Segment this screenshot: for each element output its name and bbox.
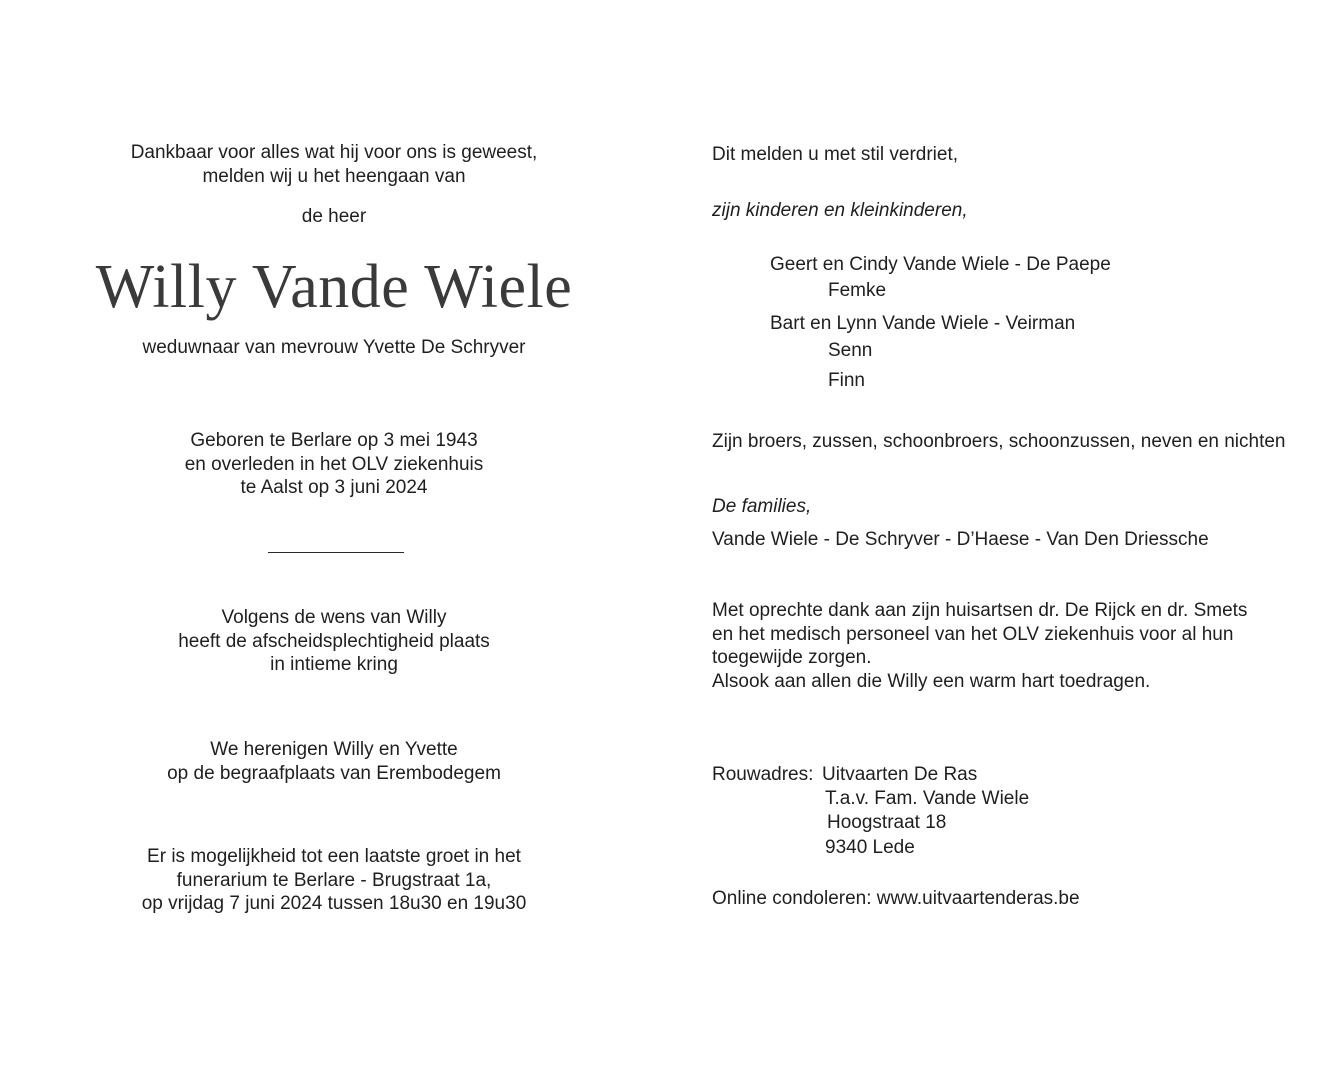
address-line: Hoogstraat 18 (827, 812, 947, 833)
address-line: T.a.v. Fam. Vande Wiele (825, 788, 1030, 809)
burial-text (90, 738, 578, 785)
birth-death-text (90, 429, 578, 500)
families-heading: De families, (712, 496, 812, 517)
ceremony-text (90, 606, 578, 677)
families-names: Vande Wiele - De Schryver - D’Haese - Van Den Driessche (712, 529, 1209, 550)
siblings-text: Zijn broers, zussen, schoonbroers, schoonzussen, neven en nichten (712, 431, 1286, 452)
thanks-text (712, 599, 1247, 693)
thanks-line: toegewijde zorgen. (712, 647, 872, 668)
family-couple: Geert en Cindy Vande Wiele - De Paepe (770, 254, 1111, 275)
intro-line: melden wij u het heengaan van (202, 165, 466, 187)
birth-death-line: Geboren te Berlare op 3 mei 1943 (190, 430, 478, 451)
farewell-line: Er is mogelijkheid tot een laatste groet in het (147, 846, 521, 867)
burial-line: We herenigen Willy en Yvette (210, 739, 458, 760)
online-condolence: Online condoleren: www.uitvaartenderas.be (712, 888, 1080, 909)
thanks-line: Alsook aan allen die Willy een warm hart toedragen. (712, 670, 1151, 692)
ceremony-line: in intieme kring (270, 654, 398, 675)
intro-line: Dankbaar voor alles wat hij voor ons is geweest, (130, 142, 538, 163)
widower-line: weduwnaar van mevrouw Yvette De Schryver (142, 337, 526, 358)
grandchild-name: Finn (828, 370, 865, 391)
ceremony-line: Volgens de wens van Willy (221, 607, 447, 628)
birth-death-line: te Aalst op 3 juni 2024 (240, 477, 428, 498)
thanks-line: Met oprechte dank aan zijn huisartsen dr. De Rijck en dr. Smets (712, 600, 1248, 621)
title-prefix: de heer (301, 206, 367, 227)
farewell-line: op vrijdag 7 juni 2024 tussen 18u30 en 19u30 (141, 893, 527, 914)
deceased-name: Willy Vande Wiele (95, 253, 573, 321)
birth-death-line: en overleden in het OLV ziekenhuis (184, 453, 484, 475)
announce-text: Dit melden u met stil verdriet, (712, 144, 959, 165)
burial-line: op de begraafplaats van Erembodegem (167, 762, 501, 784)
ceremony-line: heeft de afscheidsplechtigheid plaats (178, 630, 490, 652)
address-line: 9340 Lede (825, 837, 915, 858)
address-line: Uitvaarten De Ras (822, 764, 978, 785)
children-heading: zijn kinderen en kleinkinderen, (712, 200, 968, 221)
farewell-text (90, 845, 578, 916)
address-label: Rouwadres: (712, 764, 814, 785)
farewell-line: funerarium te Berlare - Brugstraat 1a, (176, 869, 492, 891)
grandchild-name: Senn (828, 340, 873, 361)
grandchild-name: Femke (828, 280, 887, 301)
divider-line (268, 552, 404, 553)
intro-text (90, 141, 578, 188)
thanks-line: en het medisch personeel van het OLV ziekenhuis voor al hun (712, 623, 1234, 645)
family-couple: Bart en Lynn Vande Wiele - Veirman (770, 313, 1076, 334)
